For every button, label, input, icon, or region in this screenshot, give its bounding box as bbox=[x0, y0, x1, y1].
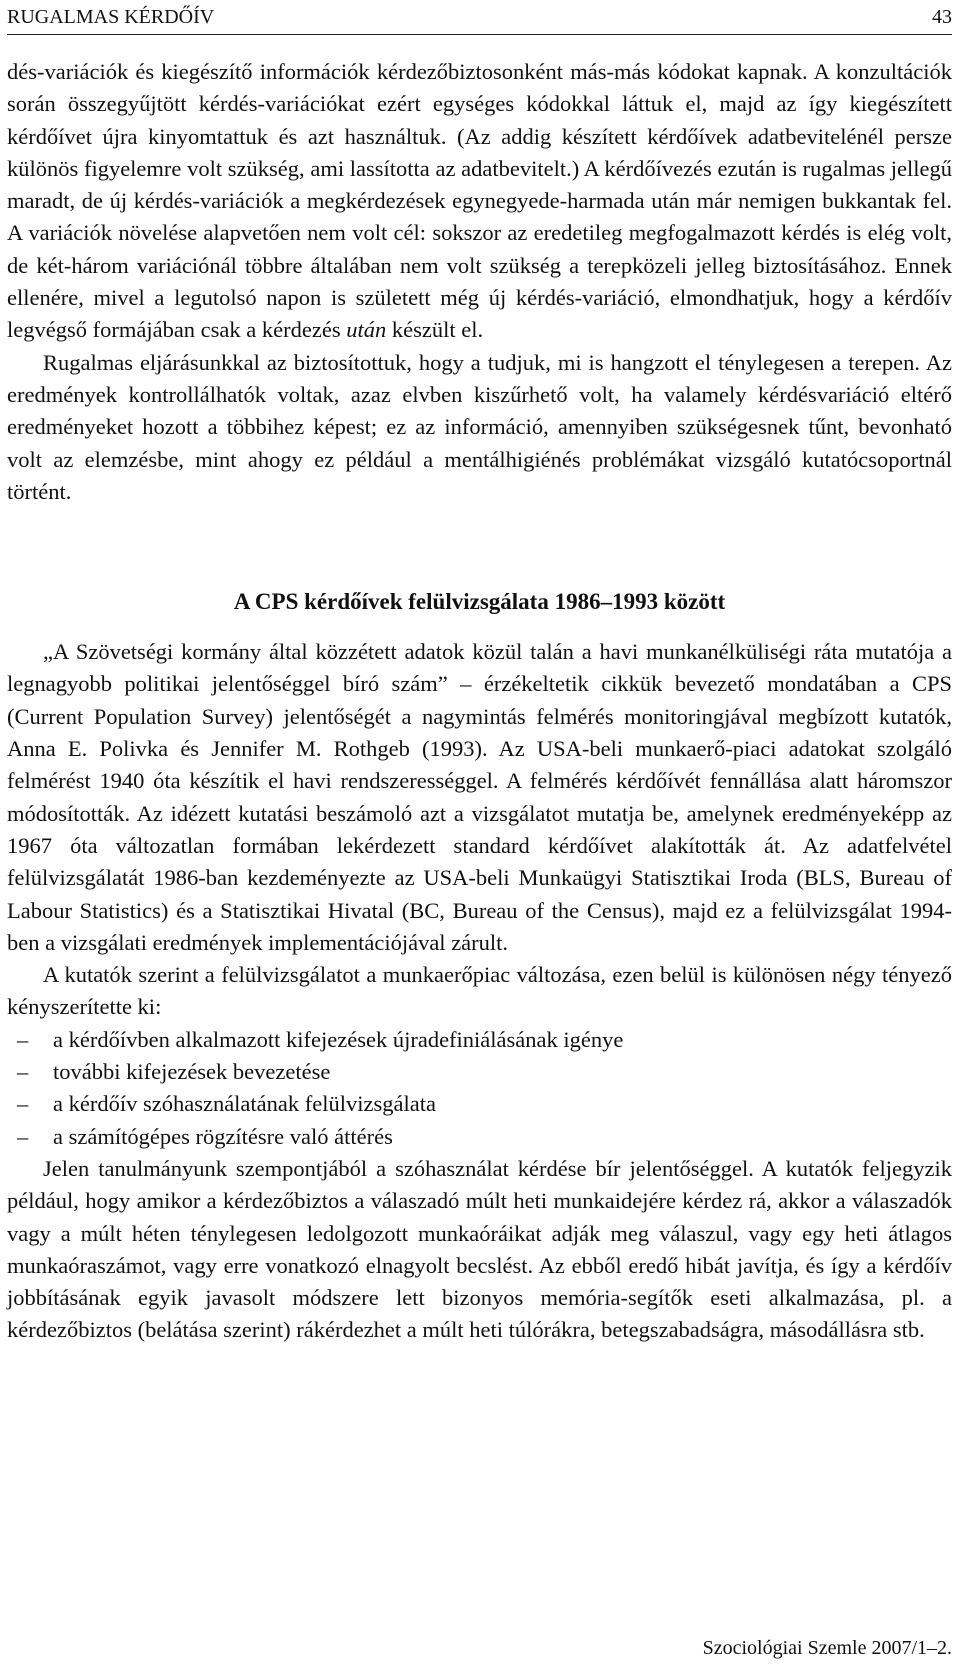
list-item: – a számítógépes rögzítésre való áttérés bbox=[7, 1121, 952, 1153]
list-item: – további kifejezések bevezetése bbox=[7, 1056, 952, 1088]
paragraph-3: „A Szövetségi kormány által közzétett adatok közül talán a havi munkanélküliségi ráta mutatója a legnagyobb politikai jelentőséggel bíró szám” – érzékeltetik cikkük bevezető mondatában a CPS (Current Population Survey) jelentőségét a nagymintás felmérés monitoringjával megbízott kutatók, Anna E. Polivka és Jennifer M. Rothgeb (1993). Az USA-beli munkaerő-piaci adatokat szolgáló felmérést 1940 óta készítik el havi rendszerességgel. A felmérés kérdőívét fennállása alatt háromszor módosították. Az idézett kutatási beszámoló azt a vizsgálatot mutatja be, amelynek eredményeképp az 1967 óta változatlan formában lekérdezett standard kérdőívet alakították át. Az adatfelvétel felülvizsgálatát 1986-ban kezdeményezte az USA-beli Munkaügyi Statisztikai Iroda (BLS, Bureau of Labour Statistics) és a Statisztikai Hivatal (BC, Bureau of the Census), majd ez a felülvizsgálat 1994-ben a vizsgálati eredmények implementációjával zárult. bbox=[7, 639, 952, 955]
section-title: A CPS kérdőívek felülvizsgálata 1986–1993 között bbox=[233, 589, 726, 615]
journal-footer: Szociológiai Szemle 2007/1–2. bbox=[702, 1637, 952, 1659]
paragraph-4: A kutatók szerint a felülvizsgálatot a munkaerőpiac változása, ezen belül is különösen négy tényező kényszerítette ki: bbox=[7, 962, 952, 1020]
body-text bbox=[7, 56, 952, 1347]
paragraph-1-tail: készült el. bbox=[386, 317, 484, 343]
emphasis-utan: után bbox=[346, 317, 387, 343]
paragraph-2: Rugalmas eljárásunkkal az biztosítottuk, hogy a tudjuk, mi is hangzott el ténylegesen a terepen. Az eredmények kontrollálhatók voltak, azaz elvben kiszűrhető volt, ha valamely kérdésvariáció eltérő eredményeket hozott a többihez képest; ez az információ, amennyiben szükségesnek tűnt, bevonható volt az elemzésbe, mint ahogy ez például a mentálhigiénés problémákat vizsgáló kutatócsoportnál történt. bbox=[7, 349, 952, 504]
paragraph-continuation bbox=[7, 56, 952, 347]
running-title: RUGALMAS KÉRDŐÍV bbox=[7, 6, 215, 28]
header-rule bbox=[7, 34, 952, 35]
page-number: 43 bbox=[932, 6, 952, 28]
factor-list bbox=[7, 1024, 952, 1153]
paragraph-5: Jelen tanulmányunk szempontjából a szóhasználat kérdése bír jelentőséggel. A kutatók feljegyzik például, hogy amikor a kérdezőbiztos a válaszadó múlt heti munkaidejére kérdez rá, akkor a válaszadók vagy a múlt héten ténylegesen ledolgozott munkaóráikat adják meg válaszul, vagy egy heti átlagos munkaóraszámot, vagy erre vonatkozó elnagyolt becslést. Az ebből eredő hibát javítja, és így a kérdőív jobbításának egyik javasolt módszere lett bizonyos memória-segítők eseti alkalmazása, pl. a kérdezőbiztos (belátása szerint) rákérdezhet a múlt heti túlórákra, betegszabadságra, másodállásra stb. bbox=[7, 1155, 952, 1343]
list-item: – a kérdőív szóhasználatának felülvizsgálata bbox=[7, 1088, 952, 1120]
list-item: – a kérdőívben alkalmazott kifejezések újradefiniálásának igénye bbox=[7, 1024, 952, 1056]
running-header bbox=[7, 6, 952, 32]
paragraph-1-text: dés-variációk és kiegészítő információk kérdezőbiztosonként más-más kódokat kapnak. A konzultációk során összegyűjtött kérdés-variációkat ezért egységes kódokkal láttuk el, majd az így kiegészített kérdőívet újra kinyomtattuk és azt használtuk. (Az addig készített kérdőívek adatbevitelénél persze különös figyelemre volt szükség, ami lassította az adatbevitelt.) A kérdőívezés ezután is rugalmas jellegű maradt, de új kérdés-variációk a megkérdezések egynegyede-harmada után már nemigen bukkantak fel. A variációk növelése alapvetően nem volt cél: sokszor az eredetileg megfogalmazott kérdés is elég volt, de két-három variációnál többre általában nem volt szükség a terepközeli jelleg biztosításához. Ennek ellenére, mivel a legutolsó napon is született még új kérdés-variáció, elmondhatjuk, hogy a kérdőív legvégső formájában csak a kérdezés bbox=[7, 59, 952, 343]
